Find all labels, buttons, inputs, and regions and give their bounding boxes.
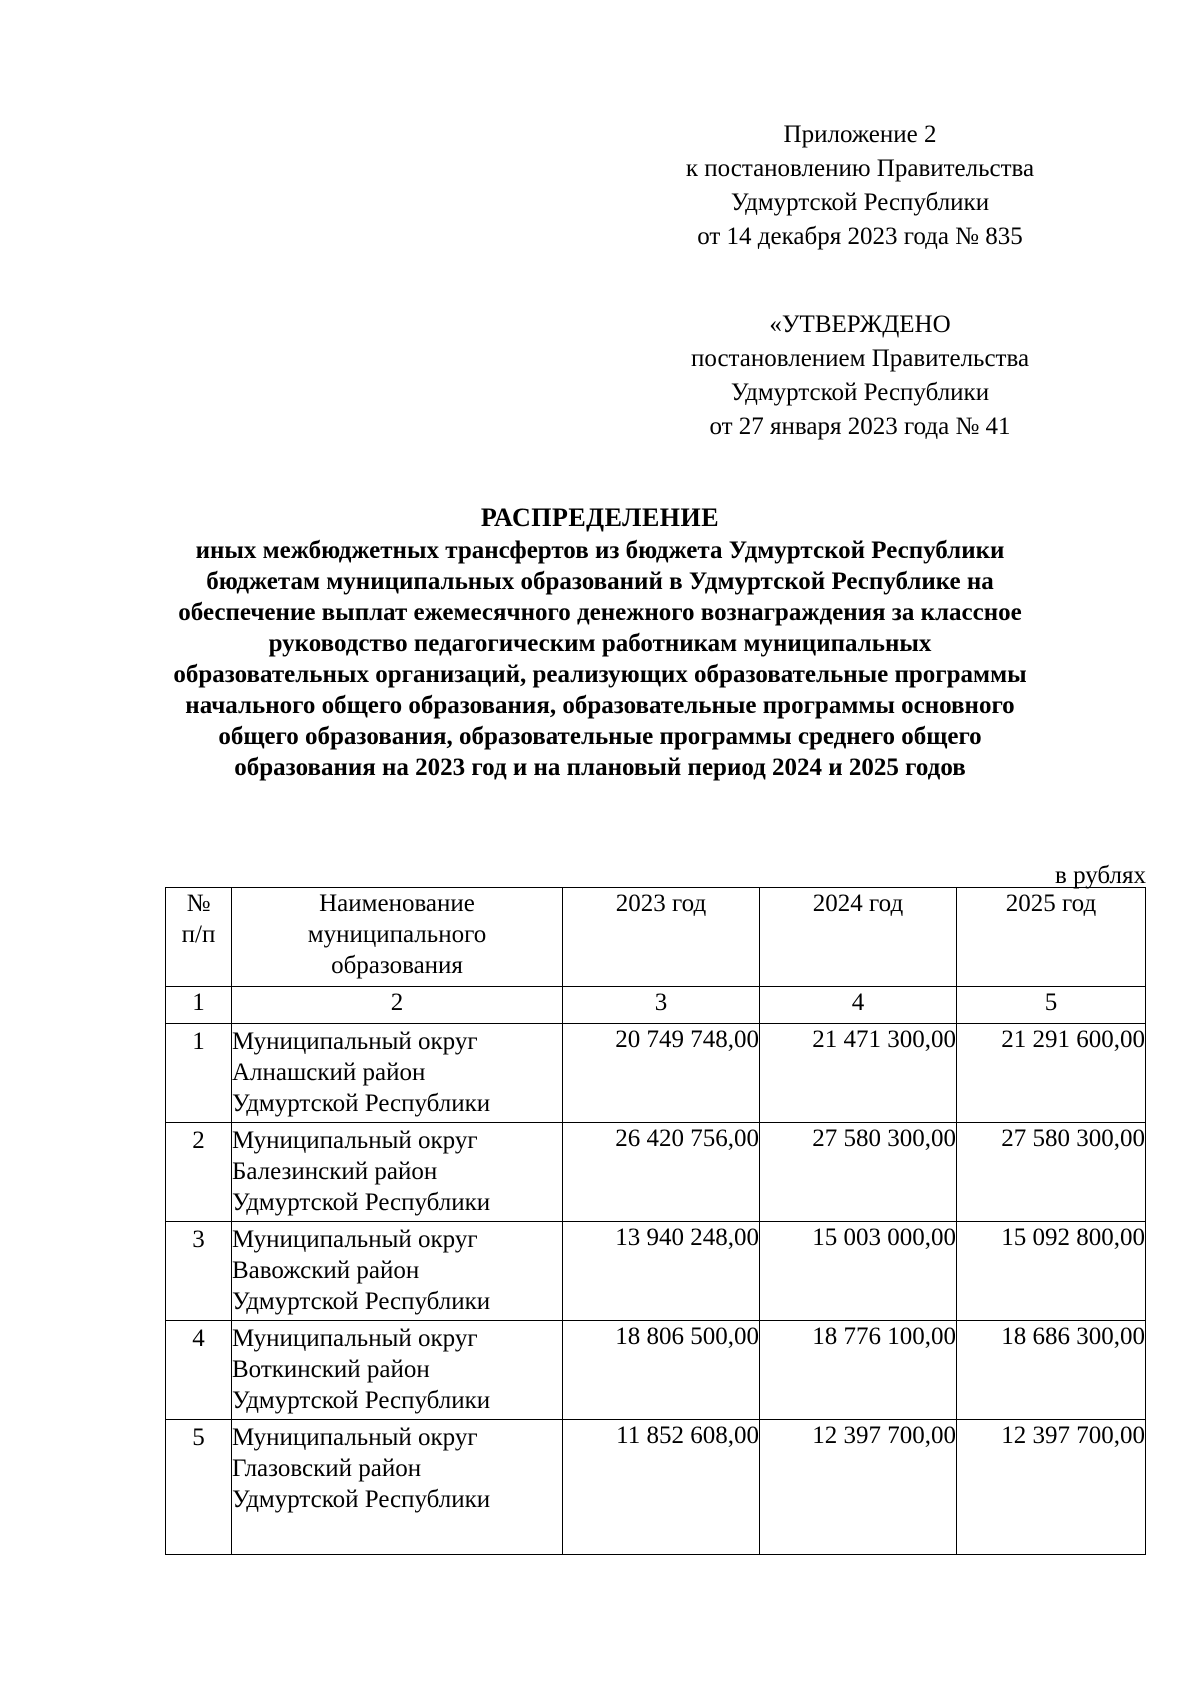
appendix-line-3: Удмуртской Республики (730, 189, 990, 216)
row-value-2023: 18 806 500,00 (563, 1321, 760, 1420)
row-name (232, 1123, 563, 1222)
title-heading: РАСПРЕДЕЛЕНИЕ (480, 503, 720, 532)
title-line: образовательных организаций, реализующих образовательные программы (173, 661, 1027, 688)
row-name-line: Муниципальный округ (232, 1028, 478, 1055)
header-2024: 2024 год (760, 888, 957, 987)
table-row (166, 1123, 1146, 1222)
header-number (166, 888, 232, 987)
row-name-line: Удмуртской Республики (232, 1288, 491, 1315)
approved-line-4: от 27 января 2023 года № 41 (709, 413, 1011, 440)
title-line: начального общего образования, образовательные программы основного (185, 692, 1015, 719)
row-value-2023: 13 940 248,00 (563, 1222, 760, 1321)
row-name-line: Удмуртской Республики (232, 1486, 491, 1513)
index-cell: 3 (563, 987, 760, 1024)
row-name (232, 1321, 563, 1420)
row-value-2024: 15 003 000,00 (760, 1222, 957, 1321)
title-line: бюджетам муниципальных образований в Удмуртской Республике на (206, 568, 994, 595)
header-number-line-1: № (186, 890, 211, 917)
row-name-line: Алнашский район (232, 1059, 426, 1086)
approved-line-1: «УТВЕРЖДЕНО (769, 311, 951, 338)
row-value-2024: 21 471 300,00 (760, 1024, 957, 1123)
document-title (120, 502, 1080, 783)
row-value-2023: 20 749 748,00 (563, 1024, 760, 1123)
row-name-line: Вавожский район (232, 1257, 420, 1284)
title-line: иных межбюджетных трансфертов из бюджета Удмуртской Республики (195, 537, 1005, 564)
row-value-2025: 12 397 700,00 (957, 1420, 1146, 1555)
row-name (232, 1420, 563, 1555)
row-value-2024: 27 580 300,00 (760, 1123, 957, 1222)
index-cell: 4 (760, 987, 957, 1024)
distribution-table (165, 887, 1146, 1555)
approved-line-2: постановлением Правительства (690, 345, 1030, 372)
table-index-row (166, 987, 1146, 1024)
row-name (232, 1222, 563, 1321)
row-name-line: Муниципальный округ (232, 1127, 478, 1154)
units-label: в рублях (1055, 862, 1146, 889)
appendix-line-4: от 14 декабря 2023 года № 835 (697, 223, 1023, 250)
row-name-line: Муниципальный округ (232, 1226, 478, 1253)
row-name-line: Муниципальный округ (232, 1325, 478, 1352)
row-name-line: Удмуртской Республики (232, 1189, 491, 1216)
header-2025: 2025 год (957, 888, 1146, 987)
header-name-line-1: Наименование (319, 890, 475, 917)
header-2023: 2023 год (563, 888, 760, 987)
row-name-line: Удмуртской Республики (232, 1387, 491, 1414)
title-line: руководство педагогическим работникам муниципальных (268, 630, 932, 657)
appendix-line-2: к постановлению Правительства (685, 155, 1035, 182)
row-value-2024: 12 397 700,00 (760, 1420, 957, 1555)
approved-block (660, 308, 1060, 444)
row-name-line: Удмуртской Республики (232, 1090, 491, 1117)
header-name (232, 888, 563, 987)
row-value-2025: 15 092 800,00 (957, 1222, 1146, 1321)
table-row (166, 1222, 1146, 1321)
row-name (232, 1024, 563, 1123)
table-row (166, 1420, 1146, 1555)
index-cell: 1 (166, 987, 232, 1024)
appendix-block (660, 118, 1060, 254)
row-value-2024: 18 776 100,00 (760, 1321, 957, 1420)
title-line: общего образования, образовательные программы среднего общего (218, 723, 982, 750)
index-cell: 2 (232, 987, 563, 1024)
title-line: образования на 2023 год и на плановый период 2024 и 2025 годов (234, 754, 966, 781)
table-row (166, 1321, 1146, 1420)
row-number: 2 (166, 1123, 232, 1222)
row-value-2023: 11 852 608,00 (563, 1420, 760, 1555)
row-name-line: Муниципальный округ (232, 1424, 478, 1451)
row-name-line: Глазовский район (232, 1455, 422, 1482)
row-value-2023: 26 420 756,00 (563, 1123, 760, 1222)
header-number-line-2: п/п (181, 921, 216, 948)
row-name-line: Воткинский район (232, 1356, 430, 1383)
row-number: 1 (166, 1024, 232, 1123)
appendix-line-1: Приложение 2 (783, 121, 937, 148)
row-value-2025: 27 580 300,00 (957, 1123, 1146, 1222)
approved-line-3: Удмуртской Республики (730, 379, 990, 406)
row-number: 3 (166, 1222, 232, 1321)
row-value-2025: 21 291 600,00 (957, 1024, 1146, 1123)
row-number: 5 (166, 1420, 232, 1555)
header-name-line-2: муниципального (307, 921, 487, 948)
index-cell: 5 (957, 987, 1146, 1024)
header-name-line-3: образования (331, 952, 463, 979)
row-name-line: Балезинский район (232, 1158, 438, 1185)
table-row (166, 1024, 1146, 1123)
row-number: 4 (166, 1321, 232, 1420)
title-line: обеспечение выплат ежемесячного денежного вознаграждения за классное (178, 599, 1022, 626)
row-value-2025: 18 686 300,00 (957, 1321, 1146, 1420)
table-header-row (166, 888, 1146, 987)
